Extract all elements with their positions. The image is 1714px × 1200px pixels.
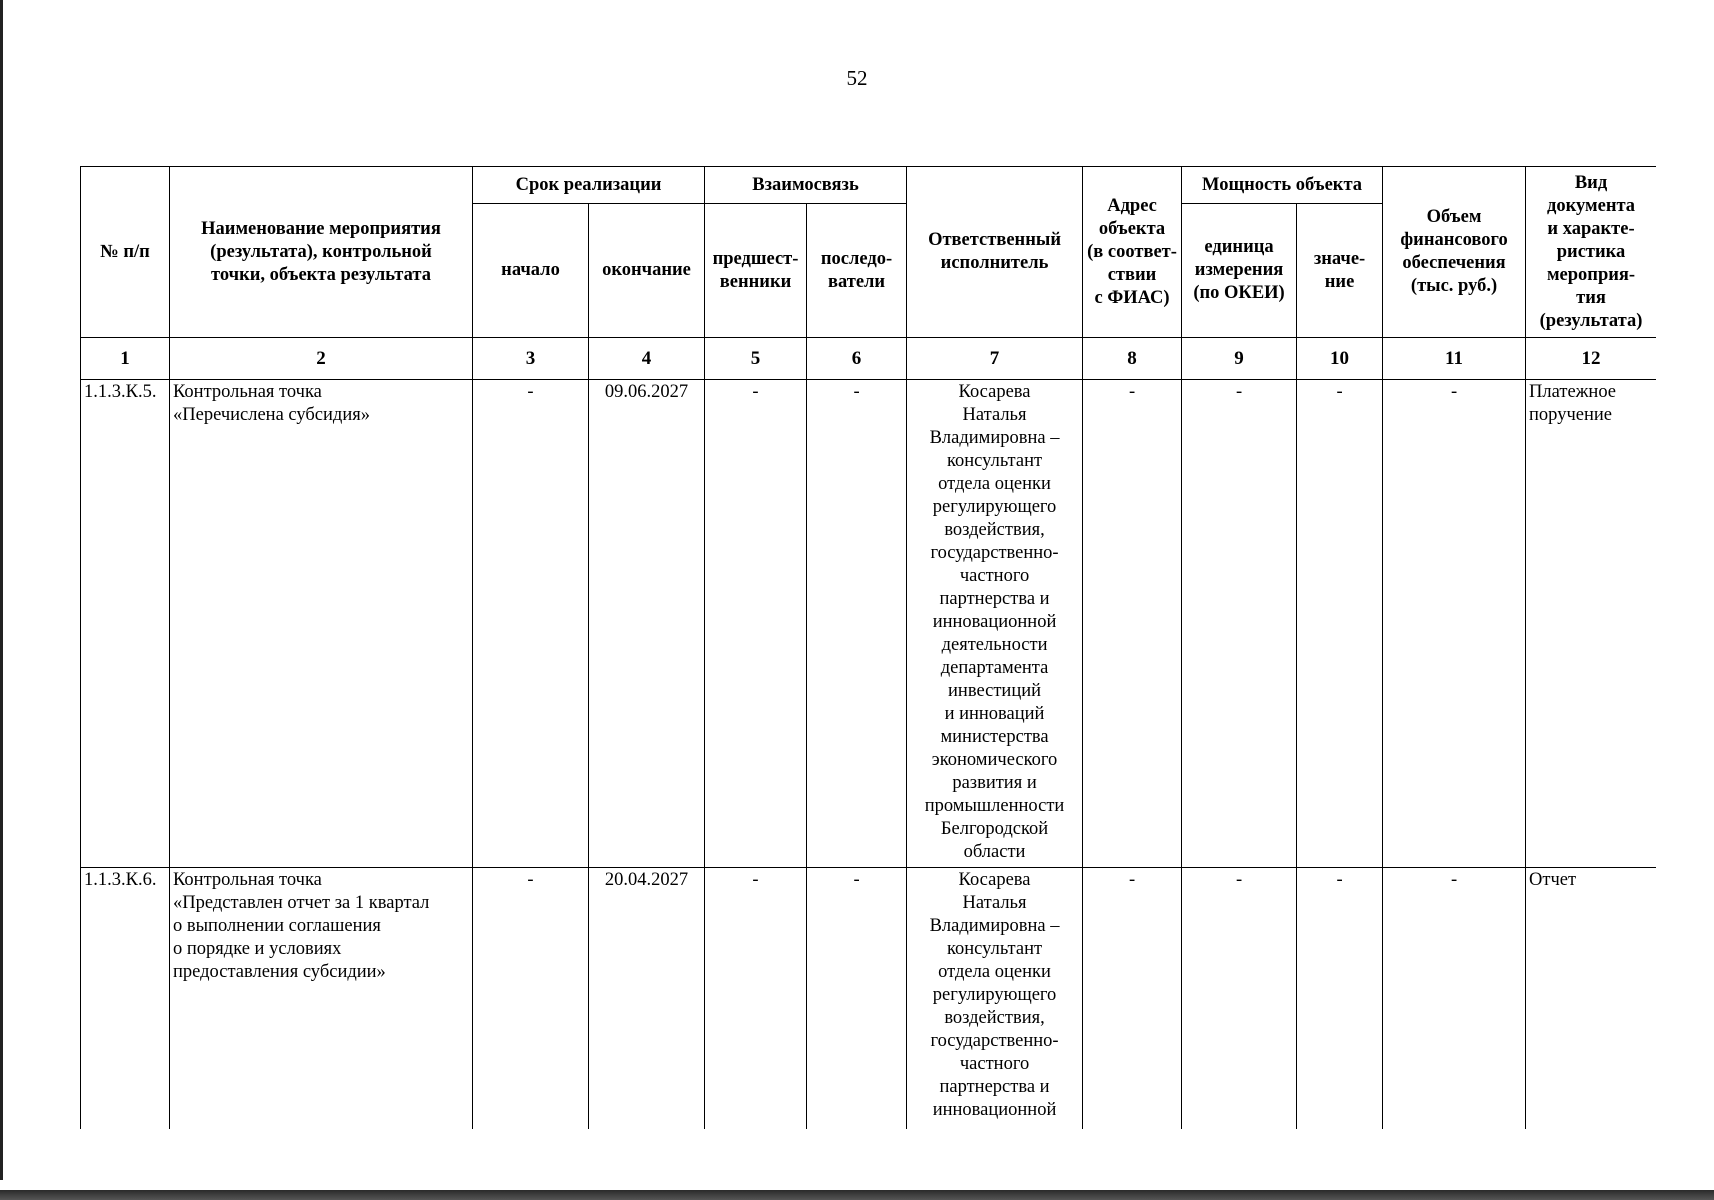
column-number: 10 [1297,338,1383,380]
row-id: 1.1.3.К.5. [81,380,170,868]
column-number: 3 [473,338,589,380]
column-number: 6 [807,338,907,380]
page-number: 52 [846,66,868,90]
table-row [81,868,1657,1130]
header-unit: единица измерения (по ОКЕИ) [1182,204,1297,338]
column-number-row [81,338,1657,380]
row-funding: - [1383,380,1526,868]
row-id: 1.1.3.К.6. [81,868,170,1130]
header-row-1 [81,167,1657,204]
row-unit: - [1182,380,1297,868]
row-name: Контрольная точка «Перечислена субсидия» [170,380,473,868]
column-number: 8 [1083,338,1182,380]
row-start: - [473,380,589,868]
header-successors: последо- ватели [807,204,907,338]
header-num: № п/п [81,167,170,338]
row-responsible: Косарева Наталья Владимировна – консультант отдела оценки регулирующего воздействия, государственно- частного партнерства и инновационной [907,868,1083,1130]
row-successors: - [807,380,907,868]
row-funding: - [1383,868,1526,1130]
header-doc-type: Вид документа и характе- ристика мероприя- тия (результата) [1526,167,1656,338]
row-end: 09.06.2027 [589,380,705,868]
column-number: 12 [1526,338,1656,380]
header-period-start: начало [473,204,589,338]
header-capacity: Мощность объекта [1182,167,1383,204]
column-number: 9 [1182,338,1297,380]
row-start: - [473,868,589,1130]
header-responsible: Ответственный исполнитель [907,167,1083,338]
column-number: 1 [81,338,170,380]
column-number: 5 [705,338,807,380]
column-number: 7 [907,338,1083,380]
column-number: 4 [589,338,705,380]
scan-bottom-edge [0,1190,1714,1200]
header-address: Адрес объекта (в соответ- ствии с ФИАС) [1083,167,1182,338]
header-predecessors: предшест- венники [705,204,807,338]
row-successors: - [807,868,907,1130]
header-period-end: окончание [589,204,705,338]
header-name: Наименование мероприятия (результата), контрольной точки, объекта результата [170,167,473,338]
header-period: Срок реализации [473,167,705,204]
row-end: 20.04.2027 [589,868,705,1130]
scan-left-edge [0,0,3,1180]
row-address: - [1083,380,1182,868]
header-relation: Взаимосвязь [705,167,907,204]
row-predecessors: - [705,868,807,1130]
plan-table [80,166,1656,1129]
table-container [80,166,1656,1129]
row-unit: - [1182,868,1297,1130]
column-number: 11 [1383,338,1526,380]
row-doc-type: Платежное поручение [1526,380,1656,868]
row-doc-type: Отчет [1526,868,1656,1130]
row-predecessors: - [705,380,807,868]
header-value: значе- ние [1297,204,1383,338]
row-value: - [1297,380,1383,868]
table-row [81,380,1657,868]
column-number: 2 [170,338,473,380]
header-funding: Объем финансового обеспечения (тыс. руб.) [1383,167,1526,338]
row-name: Контрольная точка «Представлен отчет за 1 квартал о выполнении соглашения о порядке и условиях предоставления субсидии» [170,868,473,1130]
row-responsible: Косарева Наталья Владимировна – консультант отдела оценки регулирующего воздействия, государственно- частного партнерства и инновационной деятельности департамента инвестиций и инноваций министерства экономического развития и промышленности Белгородской области [907,380,1083,868]
row-address: - [1083,868,1182,1130]
row-value: - [1297,868,1383,1130]
